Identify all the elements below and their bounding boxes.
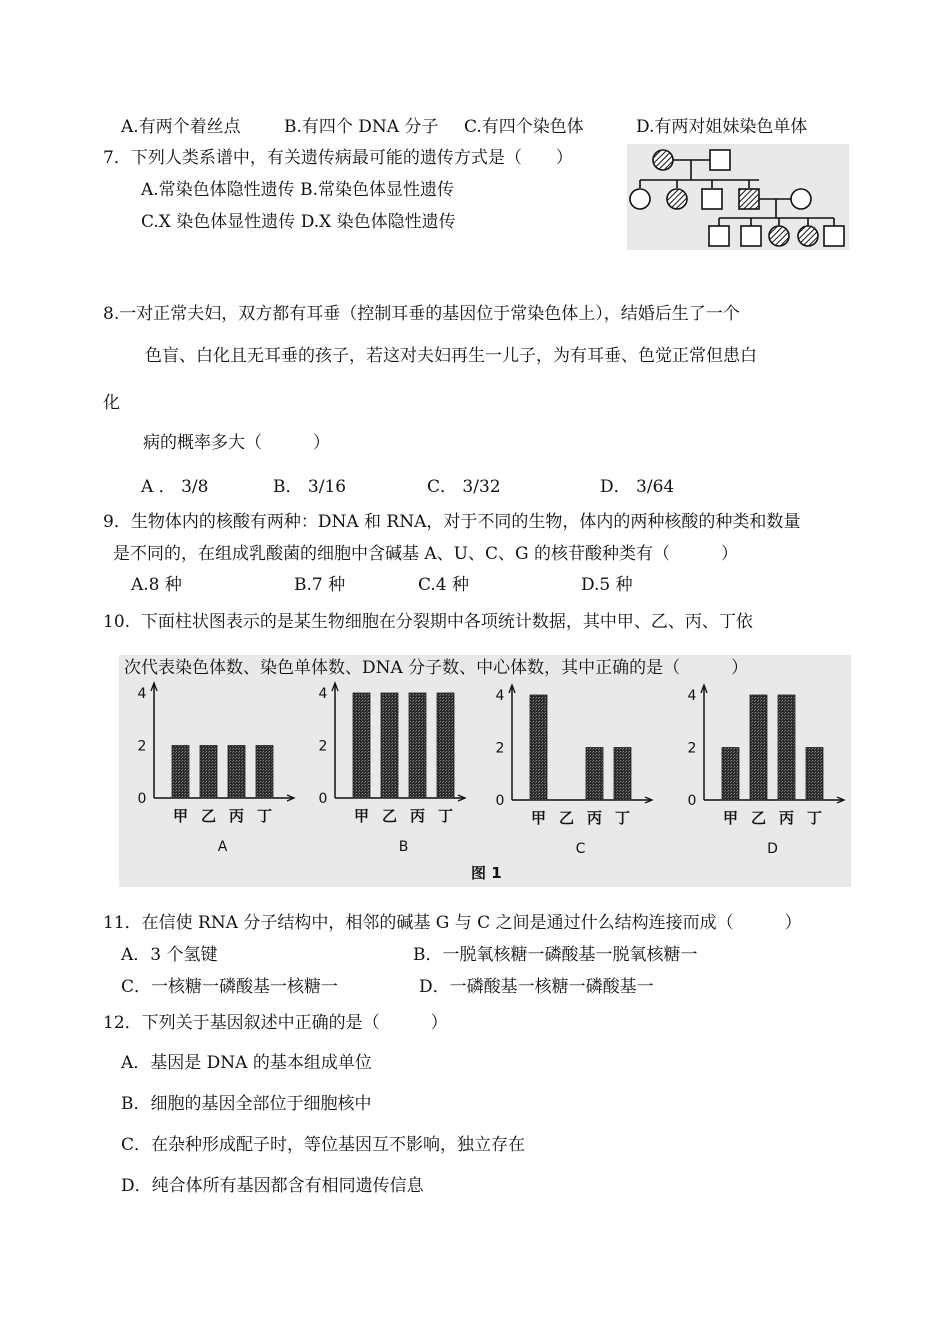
bar	[750, 695, 767, 800]
q7-stem: 7．下列人类系谱中，有关遗传病最可能的遗传方式是（ ）	[103, 148, 573, 168]
bar	[228, 746, 245, 799]
bar	[200, 746, 217, 799]
pedigree-affected-female	[653, 150, 673, 170]
y-tick-label: 2	[137, 738, 147, 755]
pedigree-normal-male	[710, 150, 730, 170]
q8-stem-line3: 化	[103, 393, 120, 413]
pedigree-affected-male	[739, 189, 759, 209]
category-label: 丁	[437, 807, 454, 825]
category-label: 丁	[614, 809, 631, 827]
bar	[256, 746, 273, 799]
pedigree-normal-male	[824, 226, 844, 246]
pedigree-affected-female	[667, 189, 687, 209]
pedigree-normal-male	[702, 189, 722, 209]
q6-option-a: A.有两个着丝点	[121, 117, 241, 137]
pedigree-figure	[627, 144, 849, 250]
bar	[437, 693, 454, 798]
y-tick-label: 0	[687, 793, 697, 809]
bar	[409, 693, 426, 798]
pedigree-normal-female	[791, 189, 811, 209]
pedigree-normal-female	[630, 189, 650, 209]
category-label: 丁	[256, 807, 273, 825]
q11-option-d: D．一磷酸基一核糖一磷酸基一	[419, 977, 654, 997]
y-tick-label: 2	[687, 740, 697, 757]
chart-label: A	[217, 839, 228, 855]
q7-options-ab: A.常染色体隐性遗传 B.常染色体显性遗传	[141, 180, 454, 200]
q8-stem-line2: 色盲、白化且无耳垂的孩子，若这对夫妇再生一儿子，为有耳垂、色觉正常但患白	[145, 346, 757, 366]
bar	[614, 748, 631, 801]
y-tick-label: 4	[687, 688, 697, 704]
pedigree-normal-male	[741, 226, 761, 246]
category-label: 乙	[381, 807, 398, 825]
pedigree-affected-female	[769, 226, 789, 246]
bar	[530, 695, 547, 800]
q9-option-b: B.7 种	[294, 575, 346, 595]
q8-option-a: A ． 3/8	[141, 477, 209, 497]
bar	[806, 748, 823, 801]
q10-stem-line1: 10. 下面柱状图表示的是某生物细胞在分裂期中各项统计数据，其中甲、乙、丙、丁依	[103, 612, 753, 632]
category-label: 甲	[353, 807, 370, 825]
q8-option-c: C． 3/32	[427, 477, 501, 497]
q12-option-b: B．细胞的基因全部位于细胞核中	[121, 1094, 372, 1114]
pedigree-affected-female	[798, 226, 818, 246]
q9-stem-line2: 是不同的，在组成乳酸菌的细胞中含碱基 A、U、C、G 的核苷酸种类有（ ）	[113, 544, 738, 564]
y-tick-label: 2	[495, 740, 505, 757]
y-tick-label: 4	[495, 688, 505, 704]
category-label: 丙	[586, 809, 603, 827]
chart-label: C	[575, 841, 586, 857]
bar	[172, 746, 189, 799]
y-tick-label: 0	[137, 791, 147, 807]
bar	[722, 748, 739, 801]
category-label: 乙	[750, 809, 767, 827]
q9-option-c: C.4 种	[418, 575, 470, 595]
q12-option-c: C．在杂种形成配子时，等位基因互不影响，独立存在	[121, 1135, 526, 1155]
category-label: 甲	[172, 807, 189, 825]
figure-caption: 图 1	[471, 864, 502, 882]
q10-stem-line2: 次代表染色体数、染色单体数、DNA 分子数、中心体数，其中正确的是（ ）	[124, 658, 749, 678]
bar	[586, 748, 603, 801]
pedigree-normal-male	[709, 226, 729, 246]
category-label: 丙	[228, 807, 245, 825]
pedigree-diagram	[627, 144, 849, 250]
category-label: 丁	[806, 809, 823, 827]
category-label: 丙	[409, 807, 426, 825]
q12-option-d: D．纯合体所有基因都含有相同遗传信息	[121, 1176, 424, 1196]
q9-option-d: D.5 种	[581, 575, 633, 595]
category-label: 乙	[558, 809, 575, 827]
y-tick-label: 0	[495, 793, 505, 809]
q8-option-b: B． 3/16	[273, 477, 347, 497]
q6-option-d: D.有两对姐妹染色单体	[636, 117, 808, 137]
q11-option-a: A．3 个氢键	[121, 945, 218, 965]
bar	[778, 695, 795, 800]
q11-option-c: C．一核糖一磷酸基一核糖一	[121, 977, 339, 997]
chart-label: B	[398, 839, 409, 855]
q9-stem-line1: 9．生物体内的核酸有两种：DNA 和 RNA，对于不同的生物，体内的两种核酸的种类和数量	[103, 512, 801, 532]
q11-stem: 11．在信使 RNA 分子结构中，相邻的碱基 G 与 C 之间是通过什么结构连接而成（ ）	[103, 913, 802, 933]
y-tick-label: 4	[318, 686, 328, 702]
q6-option-c: C.有四个染色体	[464, 117, 584, 137]
y-tick-label: 0	[318, 791, 328, 807]
category-label: 乙	[200, 807, 217, 825]
q7-options-cd: C.X 染色体显性遗传 D.X 染色体隐性遗传	[141, 212, 456, 232]
q8-stem-line4: 病的概率多大（ ）	[143, 433, 330, 453]
q9-option-a: A.8 种	[131, 575, 182, 595]
bar-charts-svg	[119, 655, 851, 887]
category-label: 甲	[722, 809, 739, 827]
y-tick-label: 4	[137, 686, 147, 702]
chart-label: D	[767, 841, 778, 857]
bar-charts-figure	[119, 655, 851, 887]
q6-option-b: B.有四个 DNA 分子	[284, 117, 439, 137]
bar	[381, 693, 398, 798]
q11-option-b: B．一脱氧核糖一磷酸基一脱氧核糖一	[413, 945, 698, 965]
category-label: 甲	[530, 809, 547, 827]
q12-option-a: A．基因是 DNA 的基本组成单位	[121, 1053, 372, 1073]
y-tick-label: 2	[318, 738, 328, 755]
category-label: 丙	[778, 809, 795, 827]
q8-option-d: D． 3/64	[600, 477, 675, 497]
q8-stem-line1: 8.一对正常夫妇，双方都有耳垂（控制耳垂的基因位于常染色体上），结婚后生了一个	[103, 304, 740, 324]
q12-stem: 12．下列关于基因叙述中正确的是（ ）	[103, 1013, 448, 1033]
bar	[353, 693, 370, 798]
